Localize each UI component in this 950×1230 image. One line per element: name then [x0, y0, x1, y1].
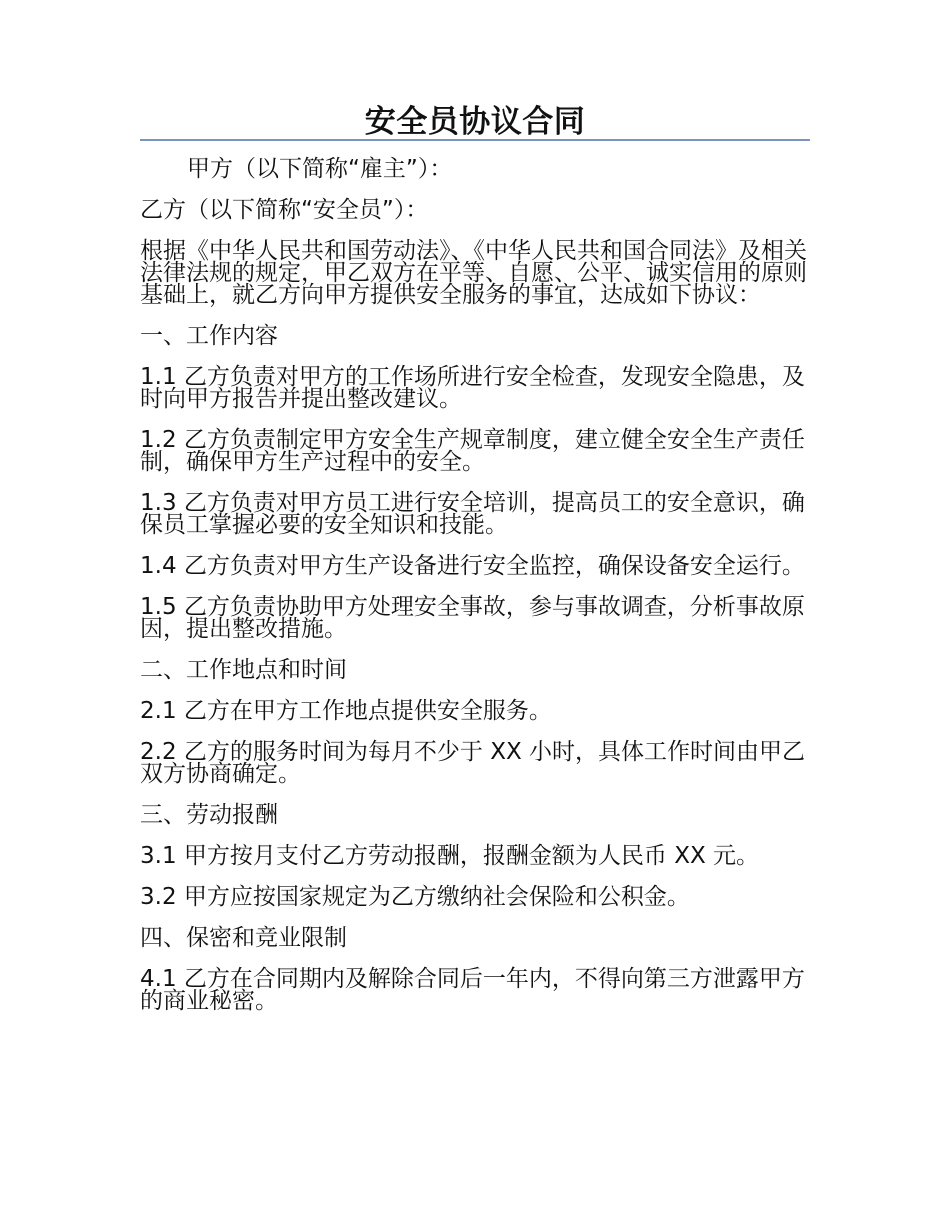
- party-a-line: 甲方（以下简称“雇主”）：: [187, 156, 453, 182]
- party-b-line: 乙方（以下简称“安全员”）：: [140, 197, 429, 223]
- title-underline: [140, 139, 810, 141]
- clause-1-4: 1.4 乙方负责对甲方生产设备进行安全监控，确保设备安全运行。: [140, 553, 805, 579]
- clause-1-5: 1.5 乙方负责协助甲方处理安全事故，参与事故调查，分析事故原因，提出整改措施。: [140, 594, 805, 642]
- preamble-paragraph: 根据《中华人民共和国劳动法》、《中华人民共和国合同法》及相关法律法规的规定，甲乙双方在平等、自愿、公平、诚实信用的原则基础上，就乙方向甲方提供安全服务的事宜，达成如下协议：: [140, 238, 807, 308]
- section-heading-1: 一、工作内容: [140, 323, 278, 349]
- clause-4-1: 4.1 乙方在合同期内及解除合同后一年内，不得向第三方泄露甲方的商业秘密。: [140, 966, 805, 1014]
- clause-1-2: 1.2 乙方负责制定甲方安全生产规章制度，建立健全安全生产责任制，确保甲方生产过程中的安全。: [140, 427, 805, 475]
- clause-3-1: 3.1 甲方按月支付乙方劳动报酬，报酬金额为人民币 XX 元。: [140, 843, 760, 869]
- clause-1-1: 1.1 乙方负责对甲方的工作场所进行安全检查，发现安全隐患，及时向甲方报告并提出整改建议。: [140, 364, 805, 412]
- document-title: 安全员协议合同: [364, 104, 586, 140]
- clause-1-3: 1.3 乙方负责对甲方员工进行安全培训，提高员工的安全意识，确保员工掌握必要的安全知识和技能。: [140, 490, 805, 538]
- clause-2-2: 2.2 乙方的服务时间为每月不少于 XX 小时，具体工作时间由甲乙双方协商确定。: [140, 739, 806, 787]
- document-body: [140, 158, 810, 1031]
- section-heading-2: 二、工作地点和时间: [140, 657, 347, 683]
- section-heading-3: 三、劳动报酬: [140, 802, 278, 828]
- clause-2-1: 2.1 乙方在甲方工作地点提供安全服务。: [140, 698, 552, 724]
- clause-3-2: 3.2 甲方应按国家规定为乙方缴纳社会保险和公积金。: [140, 884, 690, 910]
- section-heading-4: 四、保密和竞业限制: [140, 925, 347, 951]
